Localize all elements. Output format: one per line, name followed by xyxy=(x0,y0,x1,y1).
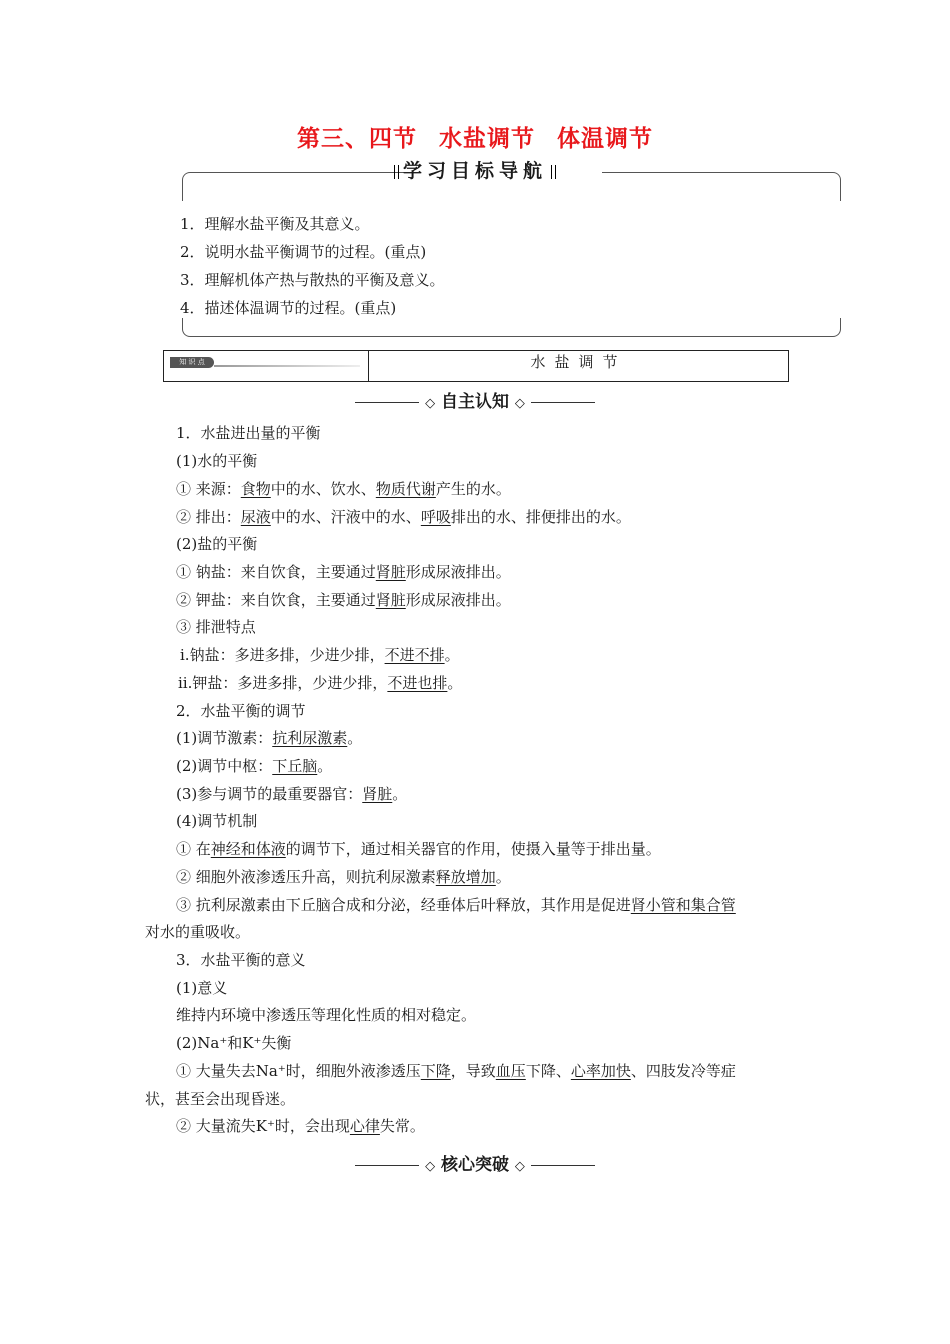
goal-item: 3．理解机体产热与散热的平衡及意义。 xyxy=(180,271,445,289)
text-line: ② 大量流失K⁺时，会出现心律失常。 xyxy=(176,1117,425,1135)
text-line: ③ 排泄特点 xyxy=(176,618,256,636)
text-line: 维持内环境中渗透压等理化性质的相对稳定。 xyxy=(176,1006,477,1024)
text-line: ① 钠盐：来自饮食，主要通过肾脏形成尿液排出。 xyxy=(176,563,511,581)
knowledge-tag: 知 识 点 xyxy=(170,357,214,368)
section-heading-core-breakthrough: ◇ 核心突破 ◇ xyxy=(0,1150,950,1175)
text-line: ⅰ.钠盐：多进多排，少进少排，不进不排。 xyxy=(180,646,460,664)
goals-bracket-bottom xyxy=(182,318,841,337)
text-line: ③ 抗利尿激素由下丘脑合成和分泌，经垂体后叶释放，其作用是促进肾小管和集合管 xyxy=(176,896,736,914)
text-line: ② 排出：尿液中的水、汗液中的水、呼吸排出的水、排便排出的水。 xyxy=(176,508,631,526)
text-line: (4)调节机制 xyxy=(176,812,258,830)
goal-item: 2．说明水盐平衡调节的过程。(重点) xyxy=(180,243,427,261)
goal-item: 4．描述体温调节的过程。(重点) xyxy=(180,299,397,317)
text-line: ② 钾盐：来自饮食，主要通过肾脏形成尿液排出。 xyxy=(176,591,511,609)
text-line: ① 在神经和体液的调节下，通过相关器官的作用，使摄入量等于排出量。 xyxy=(176,840,661,858)
text-line: (1)调节激素：抗利尿激素。 xyxy=(176,729,363,747)
page-title: 第三、四节 水盐调节 体温调节 xyxy=(297,126,653,152)
text-line: ① 大量失去Na⁺时，细胞外液渗透压下降，导致血压下降、心率加快、四肢发冷等症 xyxy=(176,1062,736,1080)
text-line: 1．水盐进出量的平衡 xyxy=(176,424,321,442)
goal-item: 1．理解水盐平衡及其意义。 xyxy=(180,215,370,233)
knowledge-point-box xyxy=(163,350,789,382)
learning-goals-heading: 学习目标导航 xyxy=(0,156,950,183)
text-line: ⅱ.钾盐：多进多排，少进少排，不进也排。 xyxy=(178,674,463,692)
text-line: ① 来源：食物中的水、饮水、物质代谢产生的水。 xyxy=(176,480,511,498)
text-line: (1)水的平衡 xyxy=(176,452,258,470)
text-line: 2．水盐平衡的调节 xyxy=(176,702,306,720)
text-line: (2)盐的平衡 xyxy=(176,535,258,553)
text-line: (2)Na⁺和K⁺失衡 xyxy=(176,1034,292,1052)
text-line: 状，甚至会出现昏迷。 xyxy=(145,1090,296,1108)
text-line: 对水的重吸收。 xyxy=(145,923,251,941)
knowledge-title: 水盐调节 xyxy=(530,353,627,371)
text-line: (2)调节中枢：下丘脑。 xyxy=(176,757,333,775)
text-line: ② 细胞外液渗透压升高，则抗利尿激素释放增加。 xyxy=(176,868,511,886)
text-line: (1)意义 xyxy=(176,979,228,997)
text-line: 3．水盐平衡的意义 xyxy=(176,951,306,969)
section-heading-self-study: ◇ 自主认知 ◇ xyxy=(0,387,950,412)
text-line: (3)参与调节的最重要器官：肾脏。 xyxy=(176,785,408,803)
